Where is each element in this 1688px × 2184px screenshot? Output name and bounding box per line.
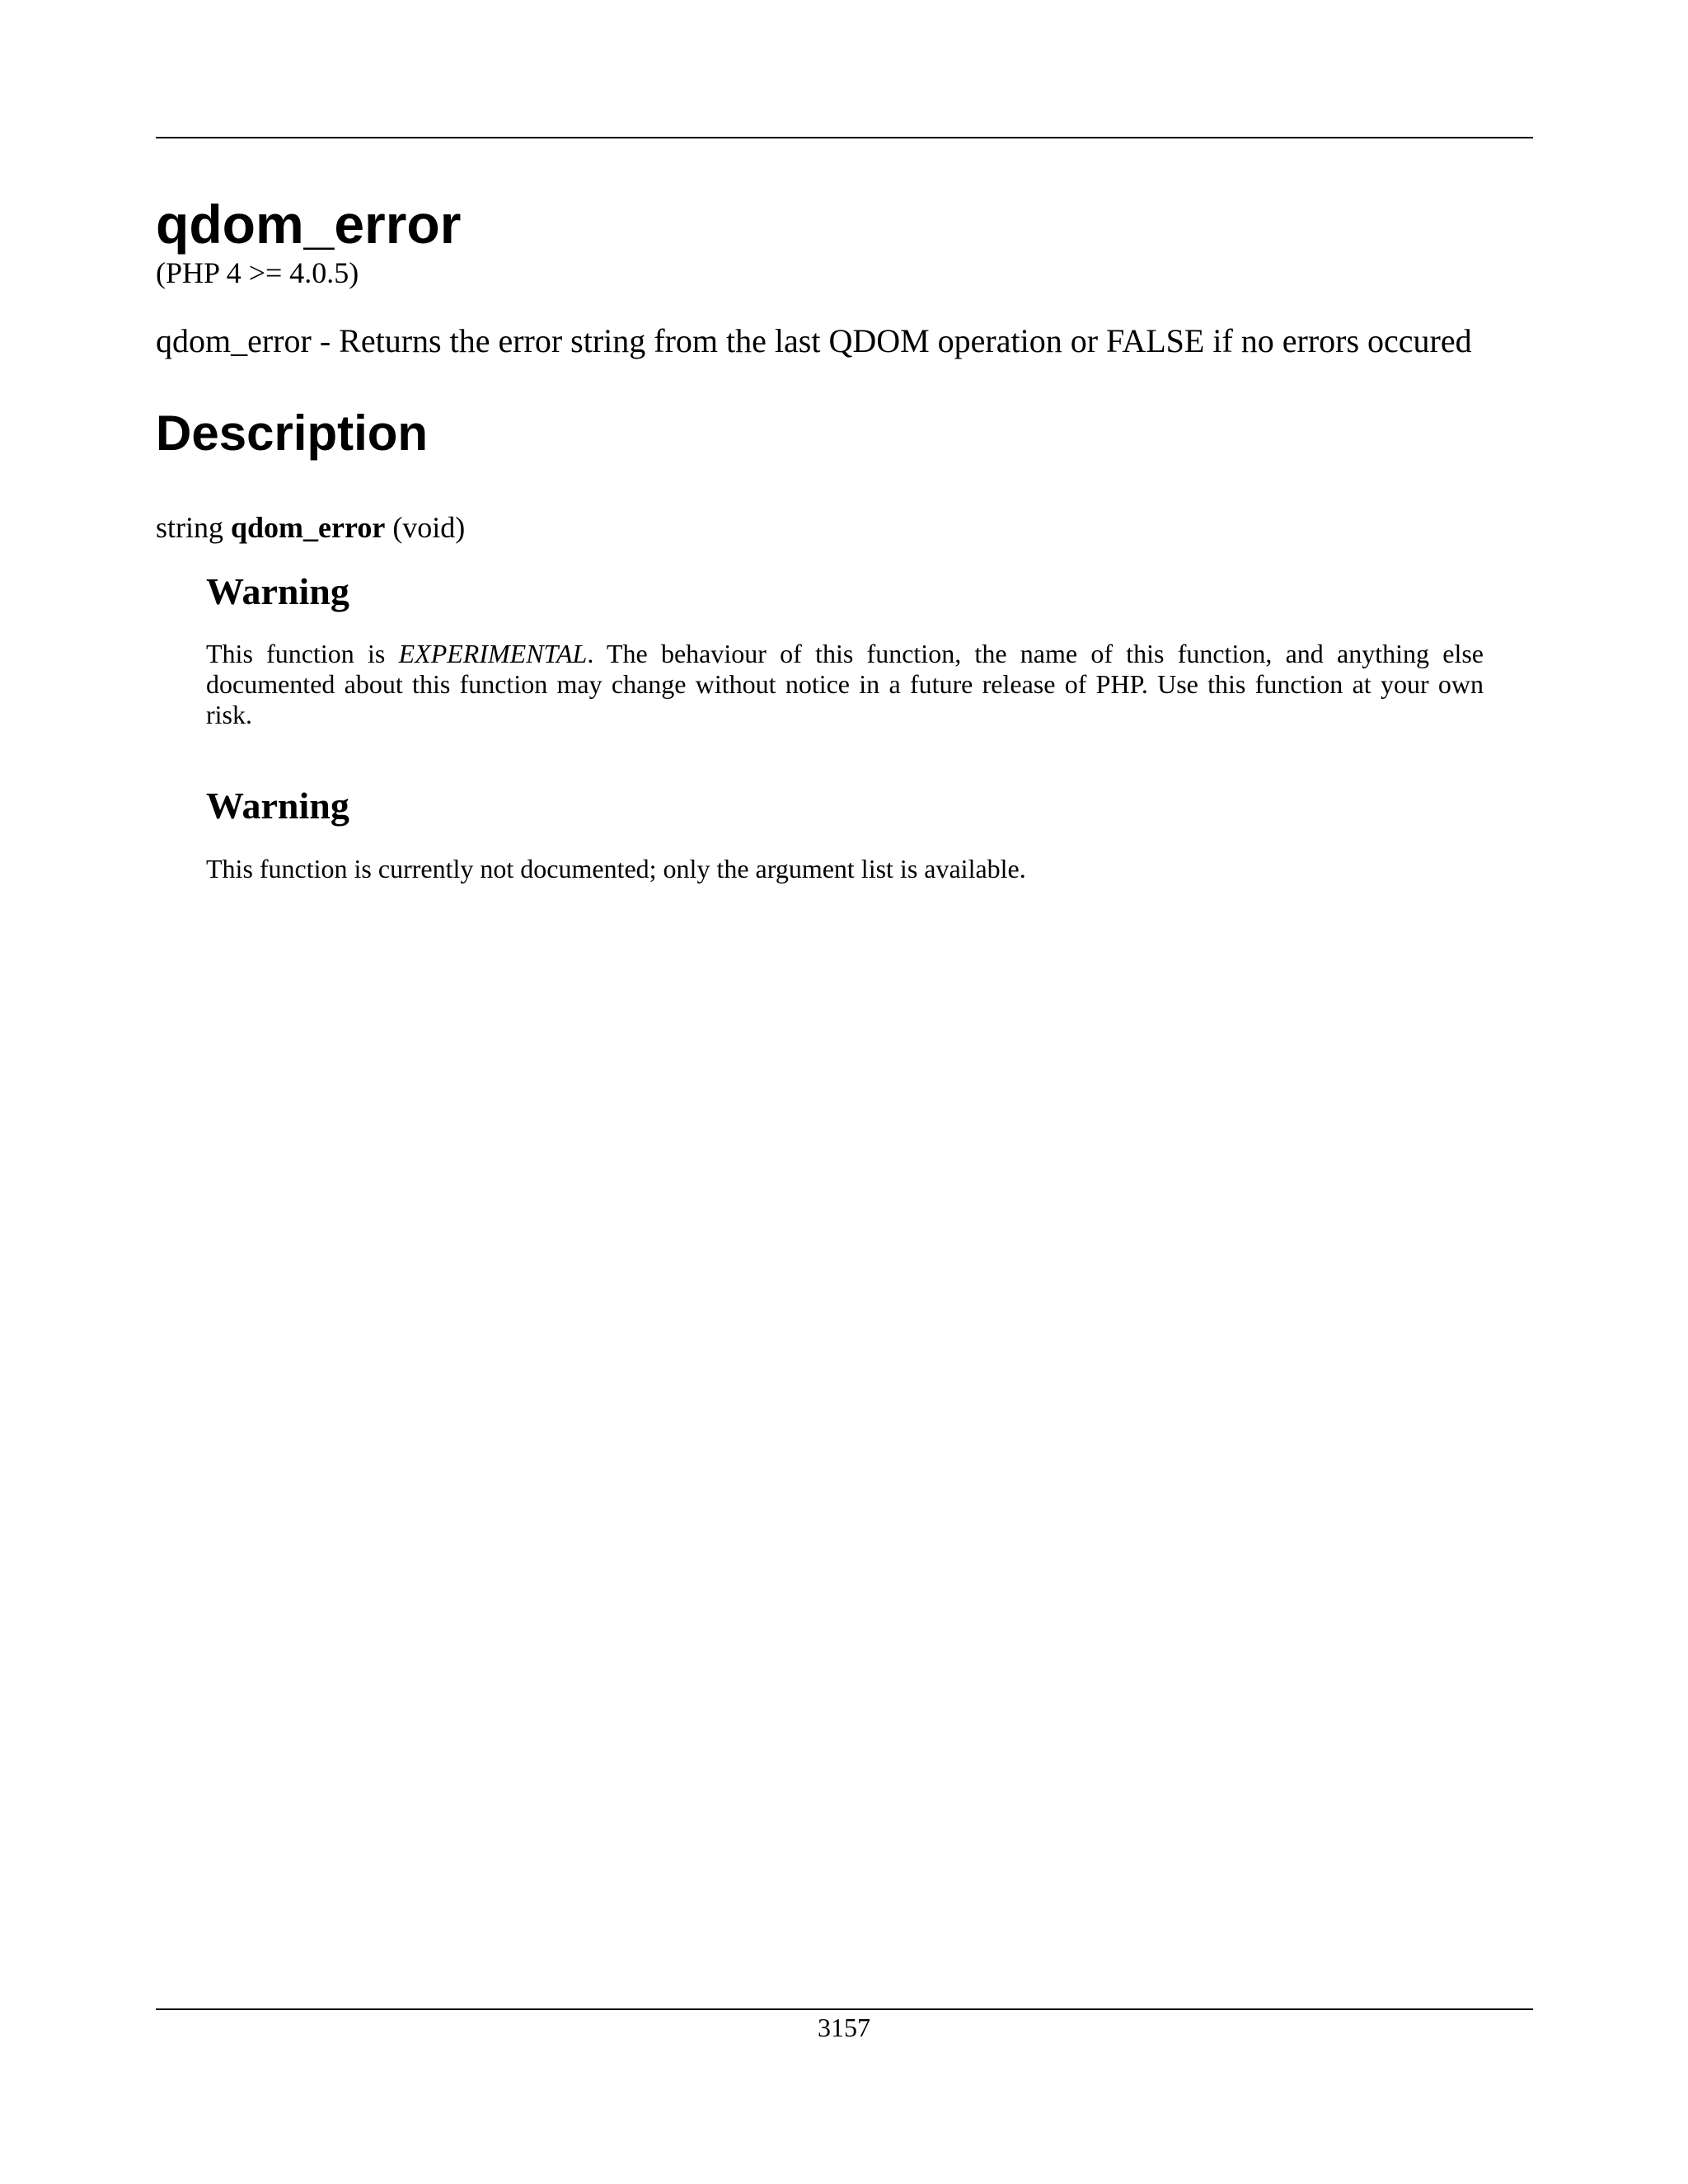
return-type: string — [156, 511, 224, 544]
function-purpose: qdom_error - Returns the error string from the last QDOM operation or FALSE if no errors occured — [156, 322, 1472, 359]
warning-title-experimental: Warning — [206, 570, 349, 612]
function-title: qdom_error — [156, 194, 462, 255]
warning-text-after: . The behaviour of this function, the name of this function, and anything else documented about this function may change without notice in a future release of PHP. Use this function at your own risk. — [206, 639, 1484, 729]
warning-emphasis: EXPERIMENTAL — [398, 639, 588, 668]
description-heading: Description — [156, 405, 429, 461]
version-info: (PHP 4 >= 4.0.5) — [156, 256, 359, 289]
synopsis-function-name: qdom_error — [231, 511, 386, 544]
function-synopsis — [156, 509, 465, 546]
warning-text-experimental — [206, 639, 1484, 730]
warning-text-before: This function is — [206, 639, 399, 668]
page-number: 3157 — [818, 2013, 870, 2042]
synopsis-params: (void) — [392, 511, 466, 544]
warning-title-undocumented: Warning — [206, 785, 349, 827]
warning-text-undocumented: This function is currently not documented; only the argument list is available. — [206, 854, 1026, 883]
header-rule — [156, 137, 1533, 138]
